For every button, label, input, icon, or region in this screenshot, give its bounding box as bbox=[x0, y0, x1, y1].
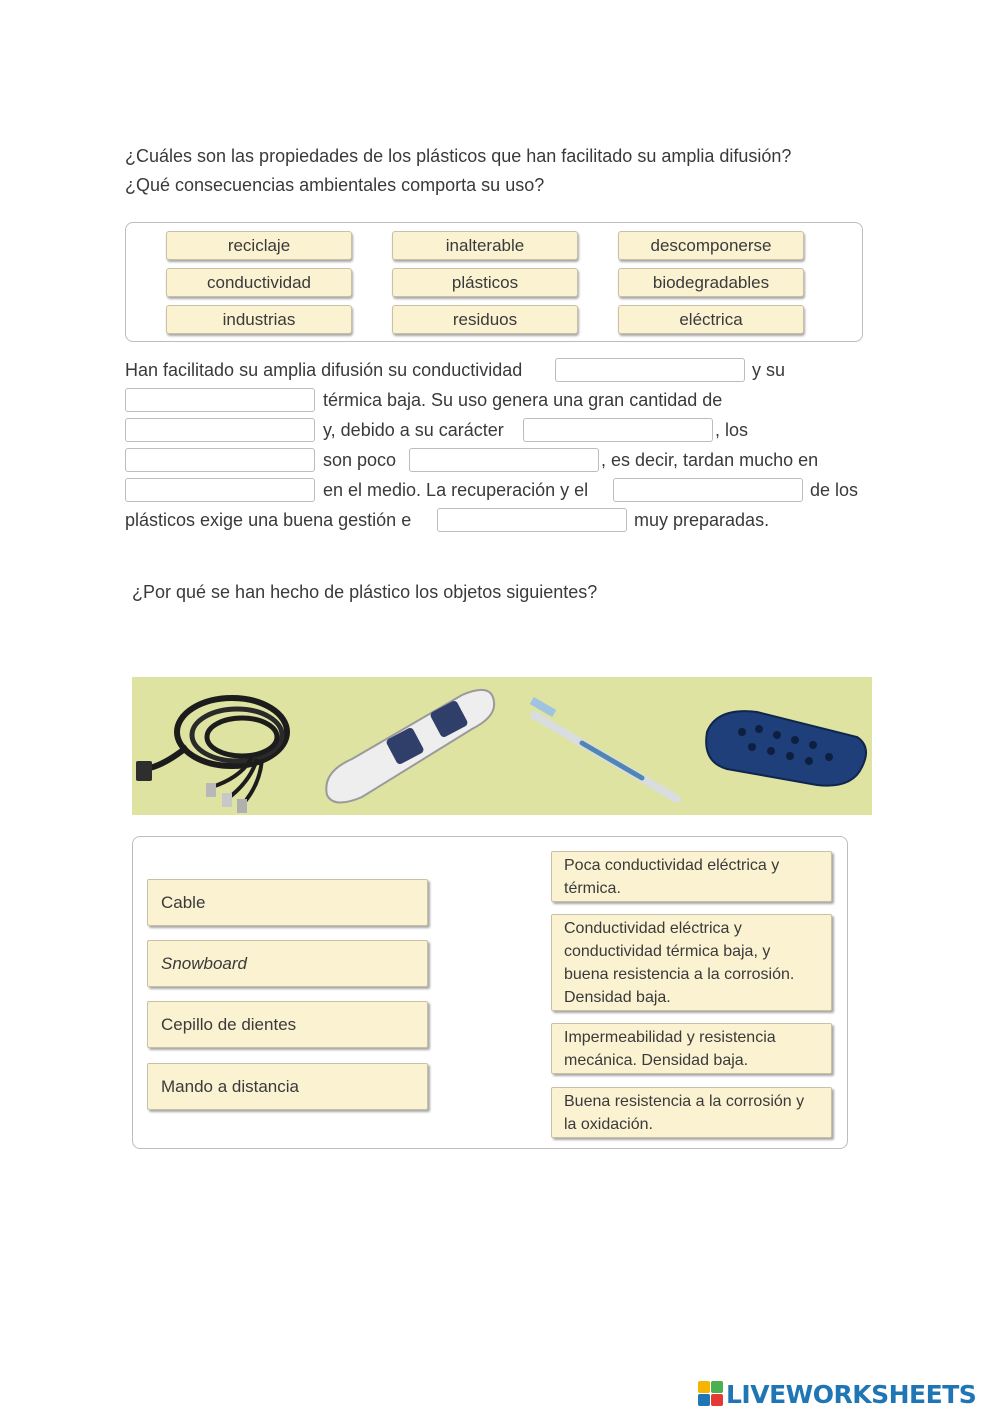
word-bank bbox=[125, 222, 863, 342]
blank-8-input[interactable] bbox=[613, 478, 803, 502]
match-description-3[interactable]: Impermeabilidad y resistencia mecánica. Densidad baja. bbox=[551, 1023, 832, 1074]
word-chip-electrica[interactable]: eléctrica bbox=[618, 305, 804, 334]
match-description-4[interactable]: Buena resistencia a la corrosión y la oxidación. bbox=[551, 1087, 832, 1138]
fill-text-1: Han facilitado su amplia difusión su conductividad bbox=[125, 360, 523, 380]
question-2: ¿Por qué se han hecho de plástico los objetos siguientes? bbox=[132, 582, 598, 602]
word-chip-reciclaje[interactable]: reciclaje bbox=[166, 231, 352, 260]
fill-text-2: y su bbox=[752, 360, 786, 380]
blank-6-input[interactable] bbox=[409, 448, 599, 472]
fill-text-6: son poco bbox=[323, 450, 397, 470]
fill-text-7: , es decir, tardan mucho en bbox=[601, 450, 819, 470]
blank-5-input[interactable] bbox=[125, 448, 315, 472]
match-description-2[interactable]: Conductividad eléctrica y conductividad térmica baja, y buena resistencia a la corrosión. Densidad baja. bbox=[551, 914, 832, 1011]
fill-text-11: muy preparadas. bbox=[634, 510, 770, 530]
word-chip-industrias[interactable]: industrias bbox=[166, 305, 352, 334]
word-chip-residuos[interactable]: residuos bbox=[392, 305, 578, 334]
blank-7-input[interactable] bbox=[125, 478, 315, 502]
word-chip-inalterable[interactable]: inalterable bbox=[392, 231, 578, 260]
remote-control-icon bbox=[697, 677, 872, 815]
cable-icon bbox=[132, 677, 312, 815]
match-item-cable[interactable]: Cable bbox=[147, 879, 428, 926]
liveworksheets-logo bbox=[698, 1378, 976, 1410]
blank-1-input[interactable] bbox=[555, 358, 745, 382]
fill-text-5: , los bbox=[715, 420, 749, 440]
fill-text-4: y, debido a su carácter bbox=[323, 420, 504, 440]
fill-text-9: de los bbox=[810, 480, 859, 500]
blank-2-input[interactable] bbox=[125, 388, 315, 412]
matching-exercise bbox=[132, 836, 848, 1149]
match-description-1[interactable]: Poca conductividad eléctrica y térmica. bbox=[551, 851, 832, 902]
question-1-line-2: ¿Qué consecuencias ambientales comporta su uso? bbox=[125, 175, 545, 195]
word-chip-conductividad[interactable]: conductividad bbox=[166, 268, 352, 297]
word-chip-biodegradables[interactable]: biodegradables bbox=[618, 268, 804, 297]
match-item-mando[interactable]: Mando a distancia bbox=[147, 1063, 428, 1110]
snowboard-icon bbox=[312, 677, 512, 815]
question-1-line-1: ¿Cuáles son las propiedades de los plásticos que han facilitado su amplia difusión? bbox=[125, 146, 792, 166]
match-item-cepillo[interactable]: Cepillo de dientes bbox=[147, 1001, 428, 1048]
toothbrush-icon bbox=[522, 677, 692, 815]
word-chip-plasticos[interactable]: plásticos bbox=[392, 268, 578, 297]
blank-9-input[interactable] bbox=[437, 508, 627, 532]
objects-photo bbox=[132, 677, 872, 815]
fill-text-3: térmica baja. Su uso genera una gran cantidad de bbox=[323, 390, 723, 410]
logo-mark-icon bbox=[698, 1381, 724, 1407]
blank-4-input[interactable] bbox=[523, 418, 713, 442]
blank-3-input[interactable] bbox=[125, 418, 315, 442]
fill-text-8: en el medio. La recuperación y el bbox=[323, 480, 589, 500]
match-item-snowboard[interactable]: Snowboard bbox=[147, 940, 428, 987]
word-chip-descomponerse[interactable]: descomponerse bbox=[618, 231, 804, 260]
logo-text: LIVEWORKSHEETS bbox=[726, 1379, 977, 1409]
fill-text-10: plásticos exige una buena gestión e bbox=[125, 510, 412, 530]
